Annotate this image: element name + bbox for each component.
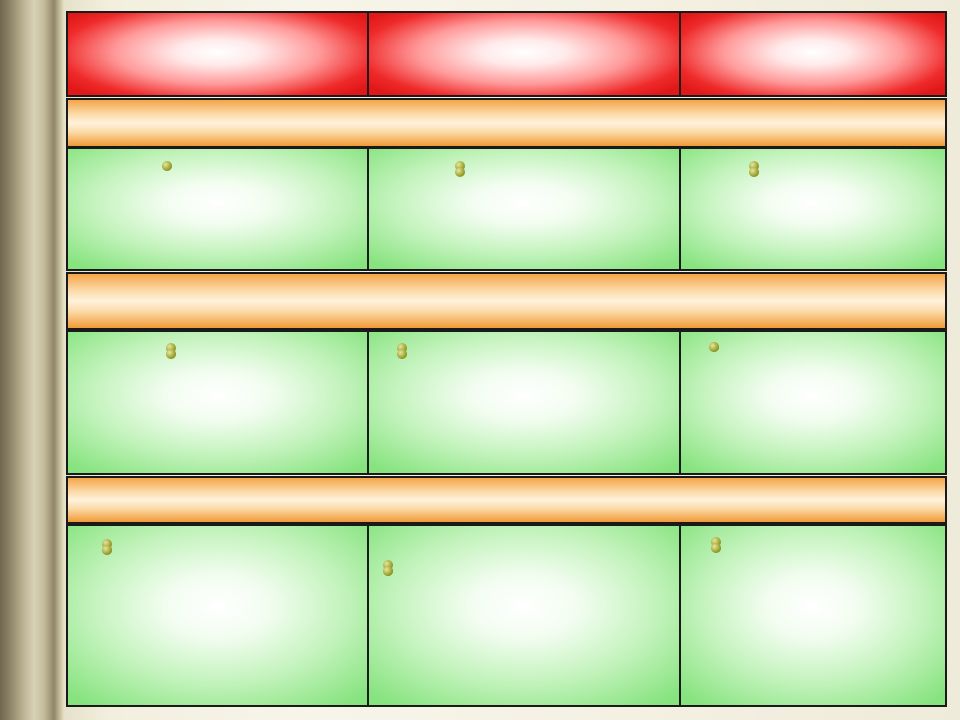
lifestyle-rostovy xyxy=(66,147,369,271)
lifestyle-kuragins-list xyxy=(747,155,939,161)
lifestyle-bolkonskie xyxy=(367,147,681,271)
values-kuragins xyxy=(679,524,947,707)
bullet-icon xyxy=(749,167,759,177)
bullet-icon xyxy=(397,349,407,359)
section-title-atmosphere xyxy=(66,272,947,330)
section-title-lifestyle xyxy=(66,98,947,148)
values-bolkonskie-list xyxy=(381,556,677,562)
atmosphere-rostovy-list xyxy=(164,339,364,345)
atmosphere-bolkonskie-list xyxy=(395,339,677,345)
section-title-values xyxy=(66,476,947,524)
bullet-icon xyxy=(166,349,176,359)
atmosphere-kuragins xyxy=(679,330,947,475)
bullet-icon xyxy=(162,161,172,171)
values-kuragins-list xyxy=(709,533,945,539)
bullet-icon xyxy=(711,543,721,553)
bullet-icon xyxy=(102,545,112,555)
header-rostovy xyxy=(66,11,369,97)
lifestyle-bolkonskie-list xyxy=(453,155,471,161)
atmosphere-bolkonskie xyxy=(367,330,681,475)
bullet-icon xyxy=(383,566,393,576)
bullet-icon xyxy=(709,342,719,352)
values-rostovy-list xyxy=(100,535,366,541)
values-rostovy xyxy=(66,524,369,707)
bullet-icon xyxy=(455,167,465,177)
lifestyle-kuragins xyxy=(679,147,947,271)
values-bolkonskie xyxy=(367,524,681,707)
decorative-side-stripe xyxy=(0,0,60,720)
atmosphere-rostovy xyxy=(66,330,369,475)
header-kuragins xyxy=(679,11,947,97)
header-bolkonskie xyxy=(367,11,681,97)
